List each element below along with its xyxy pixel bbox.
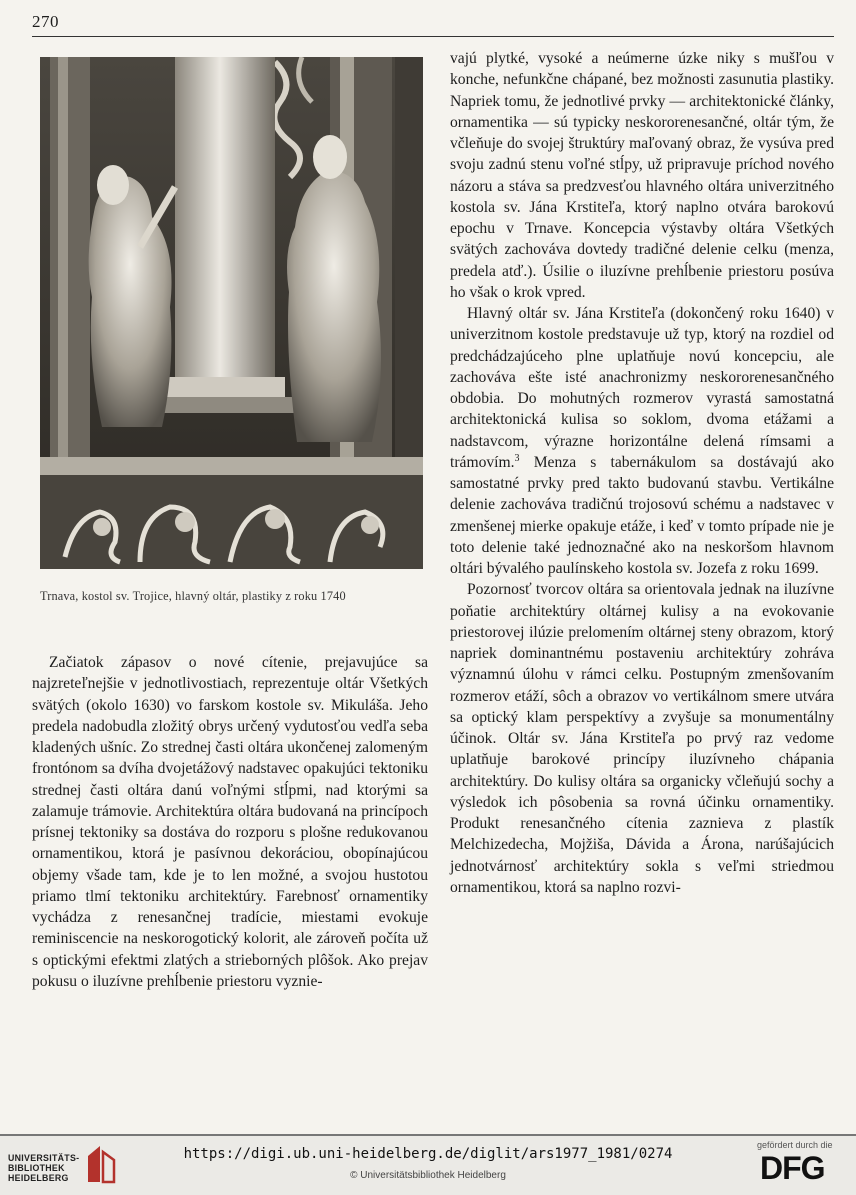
- right-text-column: [450, 48, 834, 898]
- logo-line: HEIDELBERG: [8, 1173, 69, 1183]
- photo-illustration: [40, 57, 423, 569]
- paragraph: Pozornosť tvorcov oltára sa orientovala jednak na iluzívne poňatie architektúry oltárnej kulisy a na evokovanie priestorovej ilúzie prelomením oltárnej steny obrazom, ktorý napriek dominantnému postaveniu architektúry zohráva významnú úlohu v rámci celku. Postupným zmenšovaním rozmerov etáží, sôch a obrazov vo vertikálnom smere utvára sa optický klam perspektívy a zvyšuje sa monumentálny účinok. Oltár sv. Jána Krstiteľa po prvý raz vedome uplatňuje barokové princípy iluzívneho chápania architektúry. Do kulisy oltára sa organicky včleňujú sochy a výsledok ich pôsobenia sa rovná účinku ornamentiky. Produkt renesančného cítenia zaznieva z plastík Melchizedecha, Mojžiša, Dávida a Árona, narúšajúcich jednotvárnosť architektúry sokla s veľmi striedmou ornamentikou, ktorá sa naplno rozvi-: [450, 581, 834, 896]
- figure-caption: Trnava, kostol sv. Trojice, hlavný oltár, plastiky z roku 1740: [40, 589, 346, 603]
- dfg-logo[interactable]: DFG: [760, 1150, 825, 1186]
- header-rule: [32, 36, 834, 37]
- paragraph: [450, 303, 834, 579]
- footnote-marker[interactable]: 3: [514, 452, 520, 464]
- logo-line: BIBLIOTHEK: [8, 1163, 65, 1173]
- paragraph-text: Menza s tabernákulom sa dostávajú ako samostatné prvky pred takto budovanú stavbu. Vertikálne delenie zachováva tradičnú trojosovú schému a nadstavec v zmenšenej mierke opakuje etáže, i keď v tomto prípade nie je toto delenie také jednoznačné ako na neskoršom hlavnom oltári bývalého paulínskeho kostola sv. Jozefa z roku 1699.: [450, 453, 834, 577]
- footer-bar: [0, 1136, 856, 1195]
- paragraph: Začiatok zápasov o nové cítenie, prejavujúce sa najzreteľnejšie v jednotlivostiach, reprezentuje oltár Všetkých svätých (okolo 1630) vo farskom kostole sv. Mikuláša. Jeho predela nadobudla zložitý obrys určený vydutosťou vedľa seba kladených ušníc. Zo strednej časti oltára ukončenej zalomeným frontónom sa dvíha dvojetážový nadstavec opakujúci tektoniku strednej časti oltára danú voľnými stĺpmi, nad ktorými sa zalamuje trámovie. Architektúra oltára budovaná na princípoch prísnej tektoniky sa dostáva do rozporu s plošne redukovanou ornamentikou, ktorá je pasívnou dekoráciou, obopínajúcou objemy všade tam, kde je to len možné, a svojou hustotou priamo tlmí tektoniku architektúry. Farebnosť ornamentiky vychádza z renesančnej tradície, miestami evokuje reminiscencie na neskorogotický kolorit, ale zároveň počíta už s optickými efektmi zlatých a strieborných plôšok. Ako prejav pokusu o iluzívne prehĺbenie priestoru vyznie-: [32, 654, 428, 990]
- funding-note: gefördert durch die: [757, 1140, 833, 1150]
- copyright-notice: © Universitätsbibliothek Heidelberg: [350, 1170, 506, 1181]
- paragraph: vajú plytké, vysoké a neúmerne úzke niky s mušľou v konche, nefunkčne chápané, bez možnosti zasunutia plastiky. Napriek tomu, že jednotlivé prvky — architektonické články, ornamentika — sú typicky neskororenesančné, oltár tým, že včleňuje do svojej štruktúry maľovaný obraz, že vysúva pred svoju zadnú stenu voľné stĺpy, už pripravuje príchod nového názoru a stáva sa predzvesťou hlavného oltára univerzitného kostola sv. Jána Krstiteľa, ktorý naplno otvára barokovú epochu v Trnave. Koncepcia výstavby oltára Všetkých svätých zachováva dovtedy tradičné delenie celku (menza, predela atď.). Úsilie o iluzívne prehĺbenie priestoru posúva ho však o krok vpred.: [450, 50, 834, 301]
- permalink-url[interactable]: https://digi.ub.uni-heidelberg.de/diglit/ars1977_1981/0274: [183, 1146, 673, 1162]
- page-number: 270: [32, 12, 59, 31]
- logo-line: UNIVERSITÄTS-: [8, 1153, 80, 1163]
- altar-sculpture-photo: [40, 57, 423, 569]
- left-text-column: [32, 652, 428, 992]
- paragraph-text: Hlavný oltár sv. Jána Krstiteľa (dokončený roku 1640) v univerzitnom kostole predstavuje už typ, ktorý na rozdiel od predchádzajúceho plne uplatňuje novú koncepciu, ale zachováva ešte isté anachronizmy neskororenesančného obdobia. Do mohutných rozmerov vyrastá samostatná architektonická kulisa so soklom, dvoma etážami a nadstavcom, výrazne horizontálne delená rímsami a trámovím.: [450, 305, 834, 471]
